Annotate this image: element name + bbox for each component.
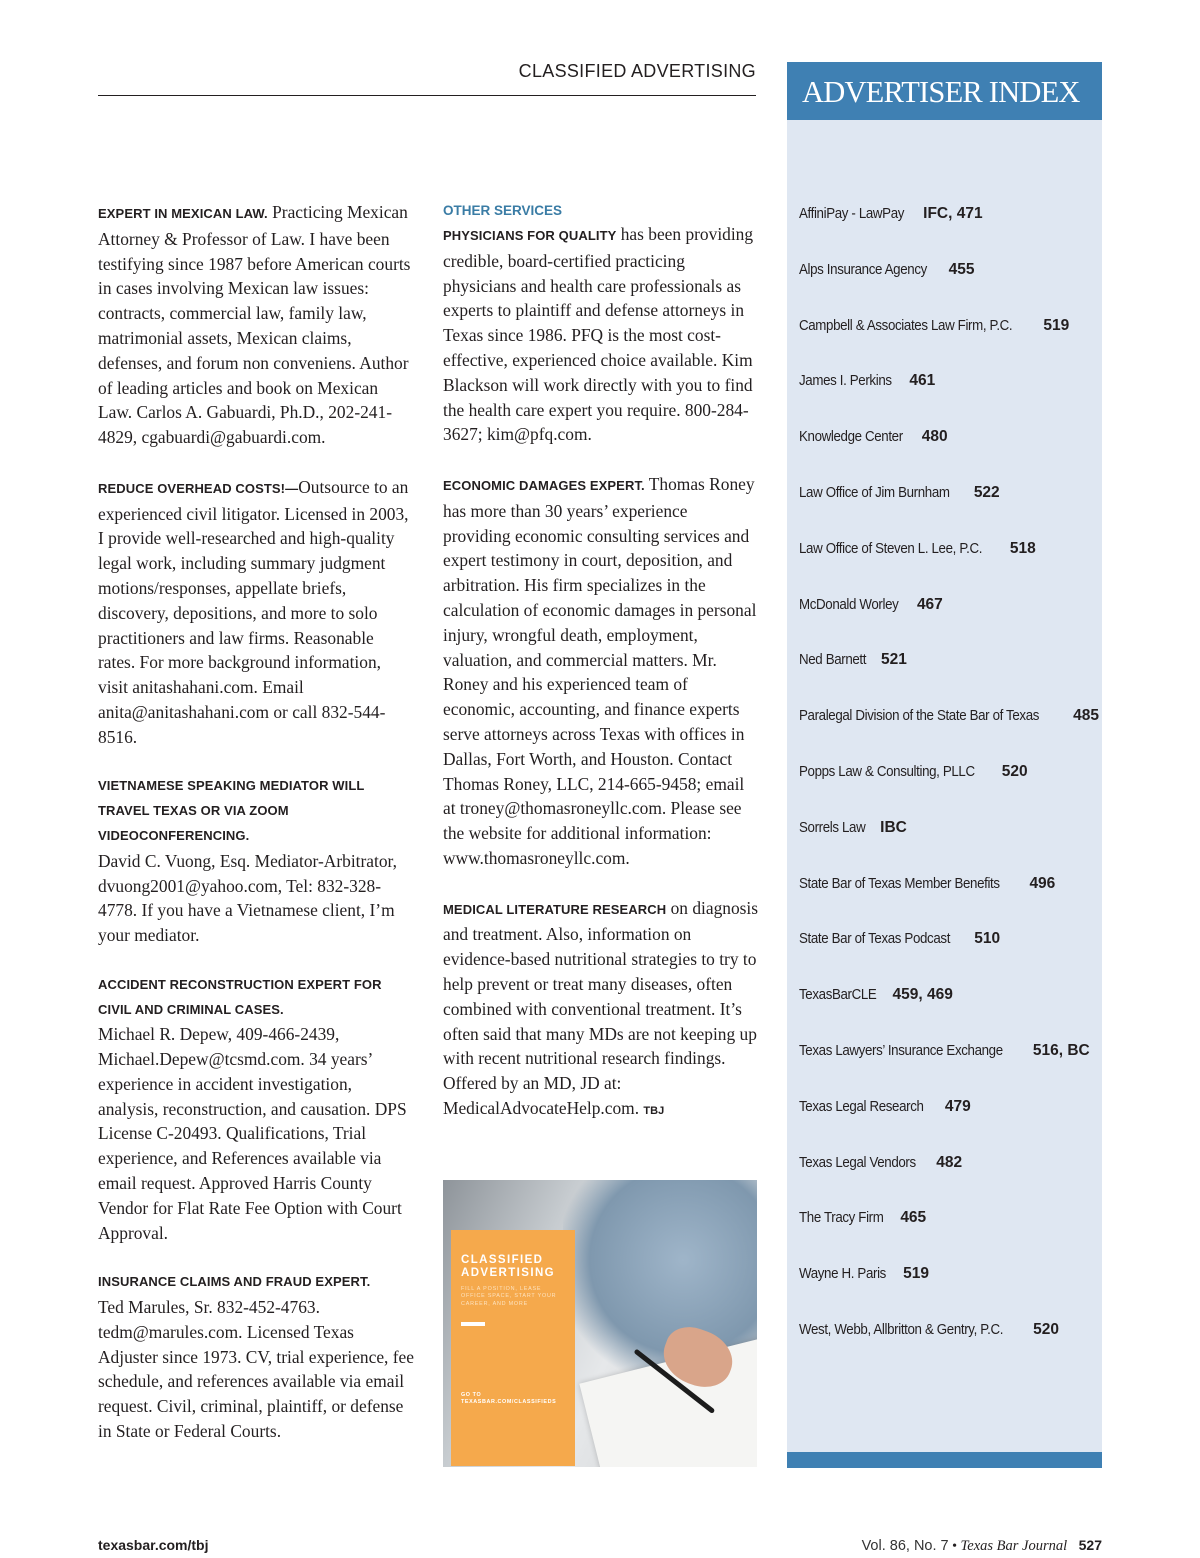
ad-heading: ECONOMIC DAMAGES EXPERT.: [443, 477, 645, 493]
advertiser-page: 520: [1033, 1320, 1060, 1338]
promo-title-line2: ADVERTISING: [461, 1267, 555, 1279]
advertiser-page: 520: [1001, 762, 1028, 780]
advertiser-entry: [799, 425, 1099, 481]
advertiser-page: 518: [1009, 539, 1036, 557]
advertiser-entry: [799, 816, 1099, 872]
advertiser-page: 519: [903, 1265, 929, 1283]
advertiser-page: 485: [1073, 707, 1100, 725]
ad-heading: VIETNAMESE SPEAKING MEDIATOR WILL TRAVEL TEXAS OR VIA ZOOM VIDEOCONFERENCING.: [98, 778, 365, 843]
advertiser-name: The Tracy Firm: [799, 1210, 884, 1227]
ad-heading: EXPERT IN MEXICAN LAW.: [98, 206, 268, 221]
middle-ad-column: [443, 200, 759, 1148]
ad-economic-damages: [443, 472, 759, 871]
promo-cta: [461, 1392, 556, 1407]
advertiser-name: AffiniPay - LawPay: [799, 206, 905, 222]
advertiser-page: 519: [1043, 316, 1070, 334]
advertiser-name: Campbell & Associates Law Firm, P.C.: [799, 317, 1013, 334]
advertiser-name: West, Webb, Allbritton & Gentry, P.C.: [799, 1321, 1004, 1338]
advertiser-page: 461: [909, 372, 936, 390]
advertiser-page: 479: [944, 1097, 971, 1115]
advertiser-name: State Bar of Texas Podcast: [799, 931, 951, 948]
footer-bullet: •: [952, 1539, 958, 1554]
ad-heading: INSURANCE CLAIMS AND FRAUD EXPERT.: [98, 1274, 371, 1290]
ad-insurance-claims: [98, 1270, 414, 1444]
ad-body: Ted Marules, Sr. 832-452-4763. tedm@marules.com. Licensed Texas Adjuster since 1973. CV, trial experience, fee schedule, and references available via email request. Civil, criminal, plaintiff, or defense in State or Federal Courts.: [98, 1297, 414, 1442]
advertiser-name: TexasBarCLE: [799, 987, 877, 1004]
advertiser-page: 510: [974, 930, 1001, 948]
promo-cta-line1: GO TO: [461, 1392, 482, 1398]
advertiser-entry: [799, 369, 1099, 425]
advertiser-entry: [799, 1039, 1099, 1095]
advertiser-page: IFC, 471: [923, 205, 983, 222]
advertiser-entry: [799, 983, 1099, 1039]
advertiser-name: Law Office of Jim Burnham: [799, 484, 950, 501]
ad-medical-literature: [443, 896, 759, 1124]
ad-body: Michael R. Depew, 409-466-2439, Michael.Depew@tcsmd.com. 34 years’ experience in accident investigation, analysis, reconstruction, and causation. DPS License C-20493. Qualifications, Trial experience, and References available via email request. Approved Harris County Vendor for Flat Rate Fee Option with Court Approval.: [98, 1024, 407, 1243]
advertiser-entry: [799, 1318, 1099, 1374]
advertiser-entry: [799, 1206, 1099, 1262]
ad-mexican-law: [98, 200, 414, 450]
advertiser-name: Knowledge Center: [799, 429, 903, 446]
advertiser-page: 482: [936, 1153, 963, 1171]
advertiser-entry: [799, 1262, 1099, 1318]
footer-page-number: 527: [1078, 1537, 1102, 1553]
promo-title-line1: CLASSIFIED: [461, 1254, 544, 1266]
advertiser-entry: [799, 648, 1099, 704]
footer-issue-info: [862, 1536, 1102, 1556]
classified-promo-image[interactable]: [443, 1180, 757, 1467]
advertiser-entry: [799, 593, 1099, 649]
promo-divider: [461, 1322, 485, 1326]
advertiser-name: Texas Legal Vendors: [799, 1154, 916, 1171]
advertiser-page: 522: [973, 483, 1000, 501]
advertiser-name: McDonald Worley: [799, 596, 899, 613]
ad-reduce-overhead: [98, 475, 414, 750]
footer-url[interactable]: texasbar.com/tbj: [98, 1537, 209, 1553]
advertiser-entry: [799, 314, 1099, 370]
advertiser-name: James I. Perkins: [799, 373, 892, 390]
ad-vietnamese-mediator: [98, 774, 414, 948]
advertiser-page: 516, BC: [1032, 1041, 1090, 1059]
advertiser-entry: [799, 1151, 1099, 1207]
sidebar-bottom-bar: [787, 1452, 1102, 1468]
promo-subtitle: FILL A POSITION, LEASE OFFICE SPACE, START YOUR CAREER, AND MORE: [461, 1286, 557, 1307]
ad-physicians-for-quality: [443, 222, 759, 447]
promo-card: [451, 1230, 575, 1466]
advertiser-name: Ned Barnett: [799, 652, 867, 669]
footer-publication: Texas Bar Journal: [960, 1538, 1068, 1554]
advertiser-page: 467: [916, 595, 943, 613]
advertiser-entry: [799, 927, 1099, 983]
advertiser-name: Texas Legal Research: [799, 1098, 924, 1115]
advertiser-name: Paralegal Division of the State Bar of Texas: [799, 708, 1040, 725]
advertiser-entry: [799, 704, 1099, 760]
tbj-end-mark: TBJ: [643, 1104, 665, 1117]
advertiser-page: 521: [881, 651, 907, 669]
advertiser-index-sidebar: [787, 62, 1102, 1468]
advertiser-name: Popps Law & Consulting, PLLC: [799, 763, 975, 780]
ad-heading: PHYSICIANS FOR QUALITY: [443, 228, 617, 243]
advertiser-name: Sorrels Law: [799, 819, 866, 836]
ad-body: Thomas Roney has more than 30 years’ experience providing economic consulting services and expert testimony in court, deposition, and arbitration. His firm specializes in the calculation of economic damages in personal injury, wrongful death, employment, valuation, and commercial matters. Mr. Roney and his experienced team of economic, accounting, and finance experts serve attorneys across Texas with offices in Dallas, Fort Worth, and Houston. Contact Thomas Roney, LLC, 214-665-9458; email at troney@thomasroneyllc.com. Please see the website for additional information: www.thomasroneyllc.com.: [443, 473, 757, 868]
left-ad-column: [98, 200, 414, 1469]
advertiser-name: Texas Lawyers’ Insurance Exchange: [799, 1042, 1003, 1059]
section-label: CLASSIFIED ADVERTISING: [98, 60, 756, 96]
ad-body: has been providing credible, board-certified practicing physicians and health care professionals as experts to plaintiff and defense attorneys in Texas since 1986. PFQ is the most cost-effective, experienced choice available. Kim Blackson will work directly with you to find the health care expert you require. 800-284-3627; kim@pfq.com.: [443, 224, 754, 445]
advertiser-entry: [799, 537, 1099, 593]
advertiser-name: Wayne H. Paris: [799, 1266, 886, 1283]
category-heading: OTHER SERVICES: [443, 203, 563, 218]
ad-heading: ACCIDENT RECONSTRUCTION EXPERT FOR CIVIL AND CRIMINAL CASES.: [98, 976, 382, 1017]
advertiser-page: 496: [1029, 874, 1056, 892]
advertiser-entry: [799, 202, 1099, 258]
ad-heading: MEDICAL LITERATURE RESEARCH: [443, 901, 667, 917]
advertiser-name: State Bar of Texas Member Benefits: [799, 875, 1000, 892]
ad-body: David C. Vuong, Esq. Mediator-Arbitrator, dvuong2001@yahoo.com, Tel: 832-328-4778. If you have a Vietnamese client, I’m your mediator.: [98, 850, 397, 946]
advertiser-entry: [799, 1095, 1099, 1151]
promo-cta-line2: TEXASBAR.COM/CLASSIFIEDS: [461, 1399, 557, 1406]
advertiser-entry: [799, 258, 1099, 314]
advertiser-entry: [799, 872, 1099, 928]
ad-body: on diagnosis and treatment. Also, information on evidence-based nutritional strategies to try to help prevent or treat many diseases, often combined with conventional treatment. It’s often said that many MDs are not keeping up with recent nutritional research findings. Offered by an MD, JD at: MedicalAdvocateHelp.com.: [443, 897, 759, 1118]
ad-body: Practicing Mexican Attorney & Professor of Law. I have been testifying since 1987 before American courts in cases involving Mexican law issues: contracts, commercial law, family law, matrimonial assets, Mexican claims, defenses, and forum non conveniens. Author of leading articles and book on Mexican Law. Carlos A. Gabuardi, Ph.D., 202-241-4829, cgabuardi@gabuardi.com.: [98, 202, 411, 448]
advertiser-name: Alps Insurance Agency: [799, 261, 927, 278]
advertiser-page: 480: [921, 428, 948, 446]
advertiser-list: [799, 202, 1099, 1374]
ad-heading: REDUCE OVERHEAD COSTS!—: [98, 480, 299, 496]
advertiser-page: IBC: [880, 818, 907, 836]
footer-volume: Vol. 86, No. 7: [861, 1538, 949, 1554]
ad-body: Outsource to an experienced civil litigator. Licensed in 2003, I provide well-researched and high-quality legal work, including summary judgment motions/responses, appellate briefs, discovery, depositions, and more to solo practitioners and law firms. Reasonable rates. For more background information, visit anitashahani.com. Email anita@anitashahani.com or call 832-544-8516.: [98, 476, 409, 747]
advertiser-index-title: ADVERTISER INDEX: [787, 62, 1102, 120]
advertiser-page: 465: [900, 1209, 927, 1227]
advertiser-entry: [799, 760, 1099, 816]
ad-accident-reconstruction: [98, 973, 414, 1246]
advertiser-page: 459, 469: [892, 986, 953, 1004]
advertiser-page: 455: [948, 260, 975, 278]
advertiser-name: Law Office of Steven L. Lee, P.C.: [799, 540, 983, 557]
advertiser-entry: [799, 481, 1099, 537]
